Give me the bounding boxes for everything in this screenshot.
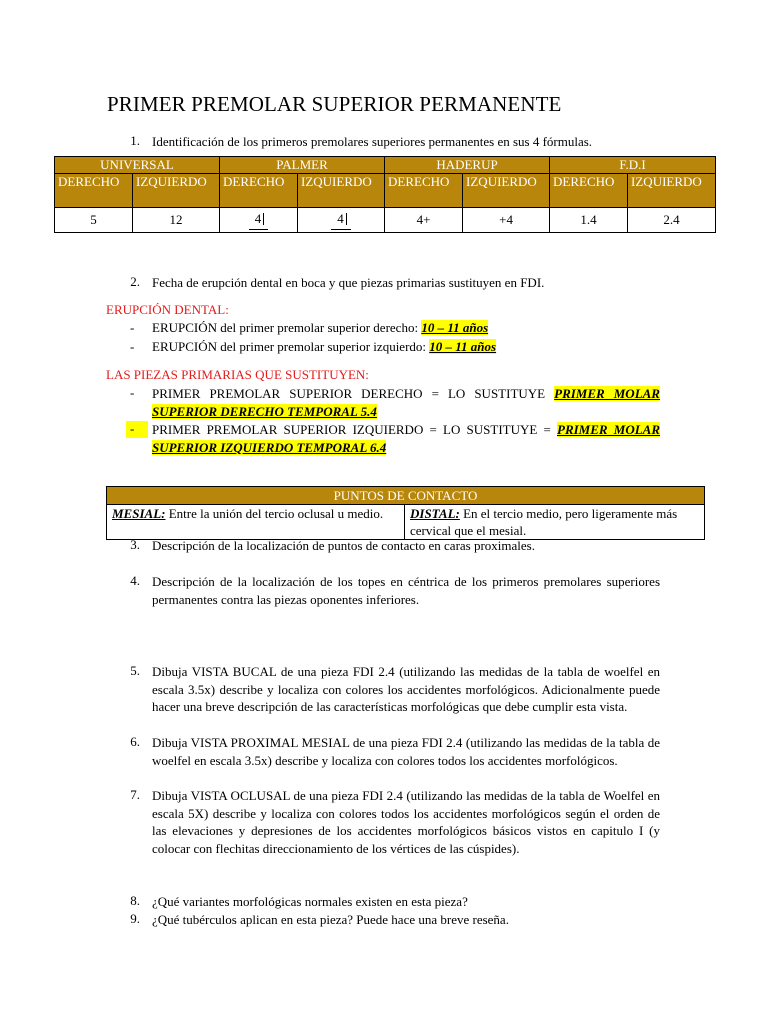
bullet-dash: -	[130, 320, 135, 335]
side-header-left: IZQUIERDO	[463, 174, 550, 208]
replacement-left-value: PRIMER MOLAR SUPERIOR IZQUIERDO TEMPORAL 6.4	[152, 422, 660, 455]
item-number: 4.	[130, 573, 140, 588]
item-number: 1.	[130, 133, 140, 148]
replacement-left-label: PRIMER PREMOLAR SUPERIOR IZQUIERDO = LO SUSTITUYE =	[152, 422, 558, 437]
haderup-right-value: 4+	[385, 208, 463, 233]
item-4-text: Descripción de la localización de los topes en céntrica de los primeros premolares superiores permanentes contra las piezas oponentes inferiores.	[152, 574, 660, 607]
item-3-text: Descripción de la localización de puntos de contacto en caras proximales.	[152, 538, 535, 553]
eruption-right-line	[152, 320, 488, 336]
mesial-text: Entre la unión del tercio oclusal u medio.	[165, 506, 384, 521]
item-7-text: Dibuja VISTA OCLUSAL de una pieza FDI 2.4 (utilizando las medidas de la tabla de Woelfel en escala 5X) describe y localiza con colores todos los accidentes morfológicos según el orden de las elevaciones y depresiones de los accidentes morfológicos básicos vistos en capitulo I (y colocar con flechitas direccionamiento de los vértices de las cúspides).	[152, 788, 660, 856]
bullet-dash-highlighted	[126, 421, 148, 438]
palmer-right-value: 4	[254, 210, 262, 226]
replacement-right-label: PRIMER PREMOLAR SUPERIOR DERECHO = LO SUSTITUYE	[152, 386, 555, 401]
universal-left-value: 12	[133, 208, 220, 233]
side-header-left: IZQUIERDO	[628, 174, 716, 208]
item-1-text: Identificación de los primeros premolares superiores permanentes en sus 4 fórmulas.	[152, 134, 593, 149]
universal-right-value: 5	[55, 208, 133, 233]
system-header-fdi: F.D.I	[550, 157, 716, 174]
fdi-left-value: 2.4	[628, 208, 716, 233]
eruption-heading: ERUPCIÓN DENTAL:	[106, 302, 229, 317]
mesial-label: MESIAL:	[112, 506, 166, 521]
system-header-universal: UNIVERSAL	[55, 157, 220, 174]
item-8-text: ¿Qué variantes morfológicas normales existen en esta pieza?	[152, 894, 468, 909]
item-number: 7.	[130, 787, 140, 802]
item-number: 9.	[130, 911, 140, 926]
distal-cell	[405, 505, 705, 540]
bullet-dash: -	[130, 385, 135, 400]
system-header-palmer: PALMER	[220, 157, 385, 174]
side-header-right: DERECHO	[385, 174, 463, 208]
mesial-cell	[107, 505, 405, 540]
palmer-left-cell	[298, 208, 385, 233]
side-header-left: IZQUIERDO	[133, 174, 220, 208]
side-header-left: IZQUIERDO	[298, 174, 385, 208]
eruption-left-label: ERUPCIÓN del primer premolar superior izquierdo:	[152, 339, 430, 354]
palmer-right-cell	[220, 208, 298, 233]
item-5-text: Dibuja VISTA BUCAL de una pieza FDI 2.4 (utilizando las medidas de la tabla de woelfel en escala 3.5x) describe y localiza con colores los accidentes morfológicos. Adicionalmente puede hacer una breve descripción de las características morfológicas que debe cumplir esta vista.	[152, 664, 660, 714]
item-6-text: Dibuja VISTA PROXIMAL MESIAL de una pieza FDI 2.4 (utilizando las medidas de la tabla de woelfel en escala 3.5x) describe y localiza con colores todos los accidentes morfológicos.	[152, 735, 660, 768]
item-9-text: ¿Qué tubérculos aplican en esta pieza? Puede hace una breve reseña.	[152, 912, 509, 927]
page-title: PRIMER PREMOLAR SUPERIOR PERMANENTE	[107, 92, 562, 116]
formulas-table	[54, 156, 716, 233]
side-header-right: DERECHO	[220, 174, 298, 208]
item-number: 2.	[130, 274, 140, 289]
item-2-text: Fecha de erupción dental en boca y que piezas primarias sustituyen en FDI.	[152, 275, 545, 290]
bullet-dash-text: -	[130, 421, 135, 436]
palmer-left-symbol	[331, 211, 351, 230]
side-header-right: DERECHO	[55, 174, 133, 208]
system-header-haderup: HADERUP	[385, 157, 550, 174]
bullet-dash: -	[130, 339, 135, 354]
palmer-right-symbol	[249, 211, 269, 230]
eruption-right-value: 10 – 11 años	[421, 320, 489, 335]
contact-points-table	[106, 486, 705, 540]
fdi-right-value: 1.4	[550, 208, 628, 233]
item-number: 6.	[130, 734, 140, 749]
distal-label: DISTAL:	[410, 506, 460, 521]
eruption-right-label: ERUPCIÓN del primer premolar superior derecho:	[152, 320, 422, 335]
haderup-left-value: +4	[463, 208, 550, 233]
eruption-left-value: 10 – 11 años	[429, 339, 497, 354]
eruption-left-line	[152, 339, 496, 355]
item-number: 8.	[130, 893, 140, 908]
replacement-right-value: PRIMER MOLAR SUPERIOR DERECHO TEMPORAL 5.4	[152, 386, 660, 419]
side-header-right: DERECHO	[550, 174, 628, 208]
replacement-heading: LAS PIEZAS PRIMARIAS QUE SUSTITUYEN:	[106, 367, 369, 382]
replacement-left-line	[152, 421, 660, 457]
item-number: 3.	[130, 537, 140, 552]
replacement-right-line	[152, 385, 660, 421]
distal-text: En el tercio medio, pero ligeramente más cervical que el mesial.	[410, 506, 678, 538]
contact-points-header: PUNTOS DE CONTACTO	[107, 487, 705, 505]
palmer-left-value: 4	[337, 210, 344, 226]
item-number: 5.	[130, 663, 140, 678]
